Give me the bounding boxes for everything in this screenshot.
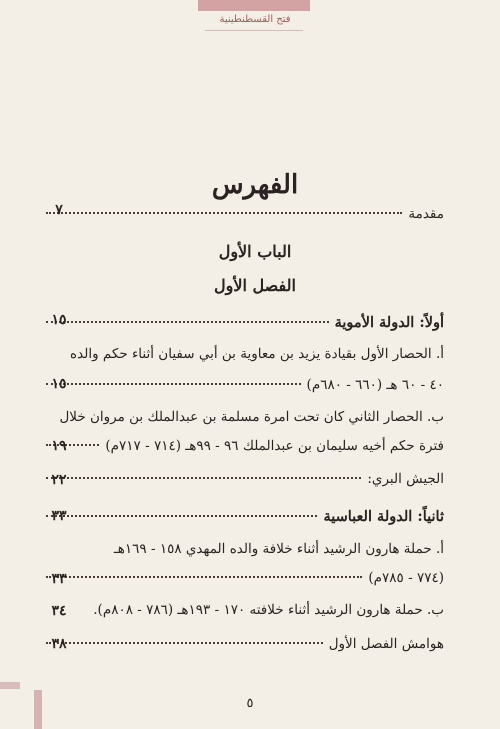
toc-entry-label: مقدمة	[408, 206, 444, 222]
toc-subentry-harun-two[interactable]: ب. حملة هارون الرشيد أثناء خلافته ١٧٠ - ١٩٣هـ (٧٨٦ - ٨٠٨م).	[93, 602, 444, 618]
page-number: ٣٤	[51, 603, 67, 619]
leader-dots	[46, 576, 362, 578]
toc-entry-label: الجيش البري:	[367, 471, 444, 487]
toc-subentry-siege-two[interactable]	[40, 438, 444, 454]
toc-entry-label: أولاً: الدولة الأموية	[334, 314, 444, 331]
toc-subentry-line: أ. حملة هارون الرشيد أثناء خلافة والده المهدي ١٥٨ - ١٦٩هـ	[113, 541, 444, 557]
leader-dots	[46, 321, 329, 323]
toc-entry-label: ٤٠ - ٦٠ هـ (٦٦٠ - ٦٨٠م)	[306, 377, 444, 393]
page-title: الفهرس	[211, 170, 299, 200]
toc-entry-notes[interactable]	[40, 636, 444, 652]
page-number: ٣٨	[51, 636, 67, 652]
page-number: ١٩	[51, 438, 67, 454]
leader-dots	[46, 515, 317, 517]
leader-dots	[46, 477, 361, 479]
toc-entry-label: ثانياً: الدولة العباسية	[323, 508, 444, 525]
toc-subentry-line: أ. الحصار الأول بقيادة يزيد بن معاوية بن أبي سفيان أثناء حكم والده	[70, 346, 444, 362]
edge-mark	[34, 690, 42, 729]
page-number: ٣٣	[51, 508, 67, 524]
page-number: ٢٢	[51, 472, 67, 488]
folio-number: ٥	[246, 696, 254, 711]
page-number: ٣٣	[51, 571, 67, 587]
part-heading: الباب الأول	[218, 242, 292, 261]
edge-mark	[0, 682, 20, 689]
page-number: ١٥	[51, 312, 67, 328]
chapter-heading: الفصل الأول	[214, 276, 296, 295]
leader-dots	[46, 383, 301, 385]
toc-entry-label: فترة حكم أخيه سليمان بن عبدالملك ٩٦ - ٩٩هـ (٧١٤ - ٧١٧م)	[105, 438, 444, 454]
toc-subentry-siege-one[interactable]	[40, 377, 444, 393]
toc-entry-label: (٧٧٤ - ٧٨٥م)	[368, 570, 444, 586]
leader-dots	[46, 212, 402, 214]
toc-subentry-land-army[interactable]	[40, 471, 444, 487]
header-rule	[205, 30, 303, 31]
toc-entry-label: هوامش الفصل الأول	[328, 636, 444, 652]
toc-entry-abbasid[interactable]	[40, 508, 444, 525]
running-header: فتح القسطنطينية	[219, 14, 291, 25]
leader-dots	[46, 642, 323, 644]
page-number: ٧	[55, 202, 63, 218]
toc-subentry-line: ب. الحصار الثاني كان تحت امرة مسلمة بن عبدالملك بن مروان خلال	[59, 409, 444, 425]
header-band	[198, 0, 310, 11]
toc-subentry-harun-one[interactable]	[40, 570, 444, 586]
page-number: ١٥	[51, 376, 67, 392]
toc-entry-umayyad[interactable]	[40, 314, 444, 331]
toc-entry-introduction[interactable]	[40, 206, 444, 222]
